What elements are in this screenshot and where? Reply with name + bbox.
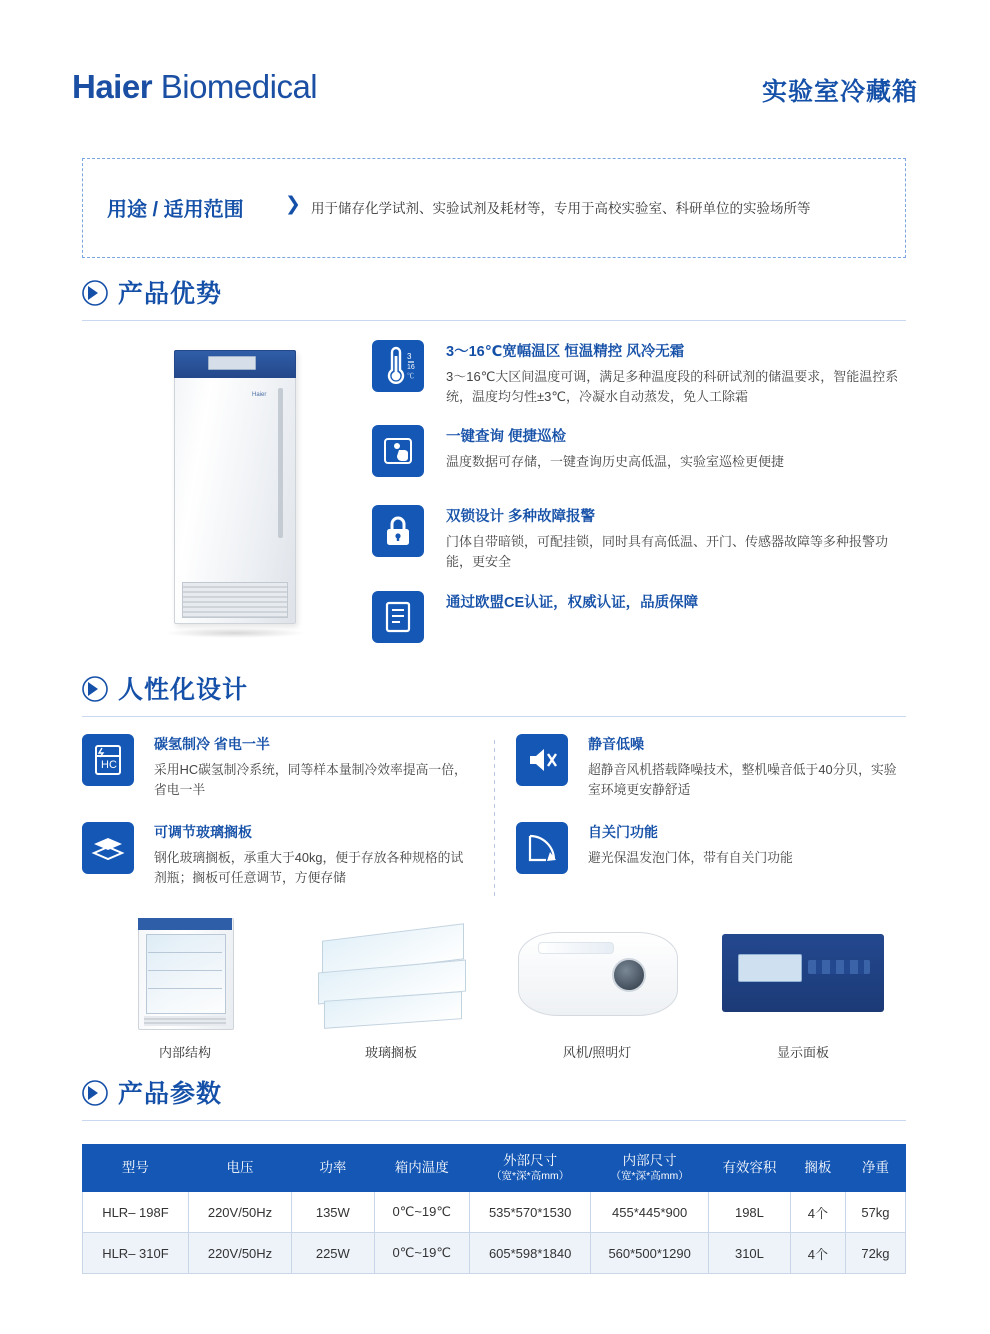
table-header-cell: 外部尺寸 （宽*深*高mm）	[470, 1145, 591, 1192]
table-cell: 135W	[292, 1192, 374, 1233]
thermometer-icon	[372, 340, 424, 392]
glass-shelf-icon	[82, 822, 134, 874]
table-header-cell: 型号	[83, 1145, 189, 1192]
table-cell: HLR– 198F	[83, 1192, 189, 1233]
svg-text:℃: ℃	[407, 373, 414, 380]
table-cell: 220V/50Hz	[188, 1233, 291, 1274]
advantage-item	[372, 340, 906, 407]
table-cell: 220V/50Hz	[188, 1192, 291, 1233]
table-header-cell: 内部尺寸 （宽*深*高mm）	[591, 1145, 709, 1192]
advantage-item	[372, 425, 906, 487]
advantage-title: 3～16℃宽幅温区 恒温精控 风冷无霜	[446, 344, 685, 360]
table-cell: 310L	[709, 1233, 791, 1274]
table-header-cell: 箱内温度	[374, 1145, 470, 1192]
hc-refrigerant-icon	[82, 734, 134, 786]
table-cell: 0℃~19℃	[374, 1233, 470, 1274]
advantages-list	[372, 340, 906, 671]
table-row	[83, 1192, 906, 1233]
usage-description: 用于储存化学试剂、实验试剂及耗材等，专用于高校实验室、科研单位的实验场所等	[311, 201, 811, 216]
design-item	[82, 822, 472, 894]
table-header-row	[83, 1145, 906, 1192]
advantage-title: 双锁设计 多种故障报警	[446, 509, 596, 526]
photo-caption: 内部结构	[158, 1045, 211, 1060]
usage-label: 用途 / 适用范围	[107, 199, 244, 221]
section-design	[82, 672, 906, 717]
design-desc: 钢化玻璃搁板，承重大于40kg，便于存放各种规格的试剂瓶；搁板可任意调节，方便存储	[154, 850, 464, 885]
table-header-cell: 功率	[292, 1145, 374, 1192]
logo-subbrand: Biomedical	[160, 68, 318, 105]
table-header-cell: 电压	[188, 1145, 291, 1192]
table-cell: 198L	[709, 1192, 791, 1233]
lock-icon	[372, 505, 424, 557]
logo-brand: Haier	[72, 68, 153, 105]
table-cell: 605*598*1840	[470, 1233, 591, 1274]
table-header-cell: 搁板	[790, 1145, 845, 1192]
advantage-title: 一键查询 便捷巡检	[446, 429, 567, 446]
svg-text:HC: HC	[101, 759, 117, 771]
mute-speaker-icon	[516, 734, 568, 786]
advantage-desc: 3～16℃大区间温度可调，满足多种温度段的科研试剂的储温要求，智能温控系统，温度均匀性±3℃，冷凝水自动蒸发，免人工除霜	[446, 369, 899, 405]
design-desc: 采用HC碳氢制冷系统，同等样本量制冷效率提高一倍，省电一半	[154, 762, 467, 797]
table-cell: HLR– 310F	[83, 1233, 189, 1274]
page-title: 实验室冷藏箱	[761, 78, 918, 106]
advantage-item	[372, 505, 906, 572]
section-advantages	[82, 276, 906, 321]
photo-caption: 玻璃搁板	[364, 1045, 417, 1060]
photo-caption: 风机/照明灯	[562, 1045, 632, 1060]
advantage-item	[372, 591, 906, 653]
svg-text:16: 16	[407, 364, 415, 371]
auto-close-door-icon	[516, 822, 568, 874]
advantage-title: 通过欧盟CE认证，权威认证，品质保障	[446, 594, 699, 611]
design-title: 可调节玻璃搁板	[154, 824, 252, 840]
design-desc: 避光保温发泡门体，带有自关门功能	[588, 850, 793, 865]
table-cell: 535*570*1530	[470, 1192, 591, 1233]
design-title: 碳氢制冷 省电一半	[154, 736, 270, 752]
table-header-cell: 净重	[845, 1145, 905, 1192]
section-marker-icon	[82, 676, 108, 702]
section-marker-icon	[82, 1080, 108, 1106]
section-title-parameters: 产品参数	[118, 1080, 223, 1108]
section-title-advantages: 产品优势	[118, 280, 223, 308]
table-cell: 225W	[292, 1233, 374, 1274]
table-cell: 72kg	[845, 1233, 905, 1274]
table-cell: 560*500*1290	[591, 1233, 709, 1274]
design-item	[82, 734, 472, 806]
page-header	[0, 60, 990, 130]
chevron-right-icon: ❯	[285, 194, 301, 215]
design-items-grid	[82, 734, 906, 914]
svg-text:3: 3	[407, 352, 412, 361]
hand-touch-icon	[372, 425, 424, 477]
detail-photo-strip	[82, 916, 906, 1066]
design-item	[516, 822, 906, 894]
table-row	[83, 1233, 906, 1274]
table-cell: 57kg	[845, 1192, 905, 1233]
column-divider	[494, 740, 495, 900]
haier-biomedical-logo	[72, 68, 317, 106]
section-marker-icon	[82, 280, 108, 306]
design-desc: 超静音风机搭载降噪技术，整机噪音低于40分贝，实验室环境更安静舒适	[588, 762, 897, 797]
advantage-desc: 门体自带暗锁，可配挂锁，同时具有高低温、开门、传感器故障等多种报警功能，更安全	[446, 534, 889, 570]
table-cell: 4个	[790, 1192, 845, 1233]
table-cell: 455*445*900	[591, 1192, 709, 1233]
table-header-cell: 有效容积	[709, 1145, 791, 1192]
photo-caption: 显示面板	[776, 1045, 829, 1060]
certificate-icon	[372, 591, 424, 643]
table-cell: 0℃~19℃	[374, 1192, 470, 1233]
specifications-table	[82, 1144, 906, 1274]
design-title: 静音低噪	[588, 736, 644, 752]
section-parameters	[82, 1076, 906, 1121]
advantage-desc: 温度数据可存储，一键查询历史高低温，实验室巡检更便捷	[446, 454, 785, 470]
design-item	[516, 734, 906, 806]
section-title-design: 人性化设计	[118, 676, 249, 704]
product-photo-fridge: Haier	[160, 344, 310, 644]
table-cell: 4个	[790, 1233, 845, 1274]
usage-scope-box	[82, 158, 906, 258]
design-title: 自关门功能	[588, 824, 658, 840]
